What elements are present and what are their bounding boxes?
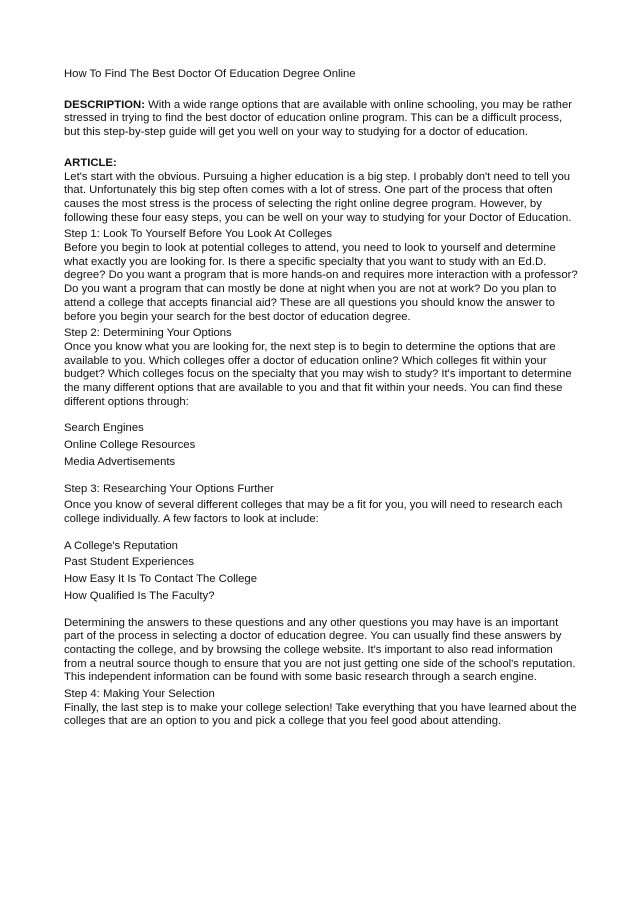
options-list	[64, 422, 578, 469]
description-text: With a wide range options that are available with online schooling, you may be rather stressed in trying to find the best doctor of education online program. This can be a difficult process, but this step-by-step guide will get you well on your way to studying for a doctor of education.	[64, 98, 572, 139]
list-item: Media Advertisements	[64, 455, 176, 468]
step1-heading: Step 1: Look To Yourself Before You Look At Colleges	[64, 228, 332, 241]
article-label	[64, 157, 578, 171]
determining-paragraph: Determining the answers to these questions and any other questions you may have is an important part of the process in selecting a doctor of education degree. You can usually find these answers by contacting the college, and by browsing the college website. It's important to also read information from a neutral source though to ensure that you are not just getting one side of the school's reputation. This independent information can be found with some basic research through a search engine.	[64, 616, 576, 684]
article-label-text: ARTICLE:	[64, 156, 117, 169]
list-item: A College's Reputation	[64, 539, 178, 552]
document-title: How To Find The Best Doctor Of Education Degree Online	[64, 68, 356, 80]
intro-paragraph: Let's start with the obvious. Pursuing a higher education is a big step. I probably don't need to tell you that. Unfortunately this big step often comes with a lot of stress. One part of the process that often causes the most stress is the process of selecting the right online degree program. However, by following these four easy steps, you can be well on your way to studying for your Doctor of Education.	[64, 170, 572, 224]
list-item: How Qualified Is The Faculty?	[64, 589, 215, 602]
step4-heading: Step 4: Making Your Selection	[64, 688, 215, 701]
step2-heading: Step 2: Determining Your Options	[64, 327, 232, 340]
list-item: Past Student Experiences	[64, 556, 194, 569]
description-paragraph	[64, 99, 578, 140]
list-item: Search Engines	[64, 422, 144, 435]
step3-paragraph: Once you know of several different colleges that may be a fit for you, you will need to research each college individually. A few factors to look at include:	[64, 499, 563, 525]
factors-list	[64, 540, 578, 604]
step2-paragraph: Once you know what you are looking for, the next step is to begin to determine the options that are available to you. Which colleges offer a doctor of education online? Which colleges fit within your budget? Which colleges focus on the specialty that you may wish to study? It's important to determine the many different options that are available to you and that fit within your needs. You can find these different options through:	[64, 340, 572, 408]
step4-paragraph: Finally, the last step is to make your college selection! Take everything that you have learned about the colleges that are an option to you and pick a college that you feel good about attending.	[64, 701, 577, 728]
description-label: DESCRIPTION:	[64, 98, 145, 111]
list-item: Online College Resources	[64, 439, 196, 452]
step3-heading: Step 3: Researching Your Options Further	[64, 482, 274, 495]
list-item: How Easy It Is To Contact The College	[64, 573, 257, 586]
step1-paragraph: Before you begin to look at potential colleges to attend, you need to look to yourself and determine what exactly you are looking for. Is there a specific specialty that you want to study with an Ed.D. degree? Do you want a program that is more hands-on and requires more interaction with a professor? Do you want a program that can mostly be done at night when you are not at work? Do you plan to attend a college that accepts financial aid? These are all questions you should know the answer to before you begin your search for the best doctor of education degree.	[64, 242, 578, 323]
